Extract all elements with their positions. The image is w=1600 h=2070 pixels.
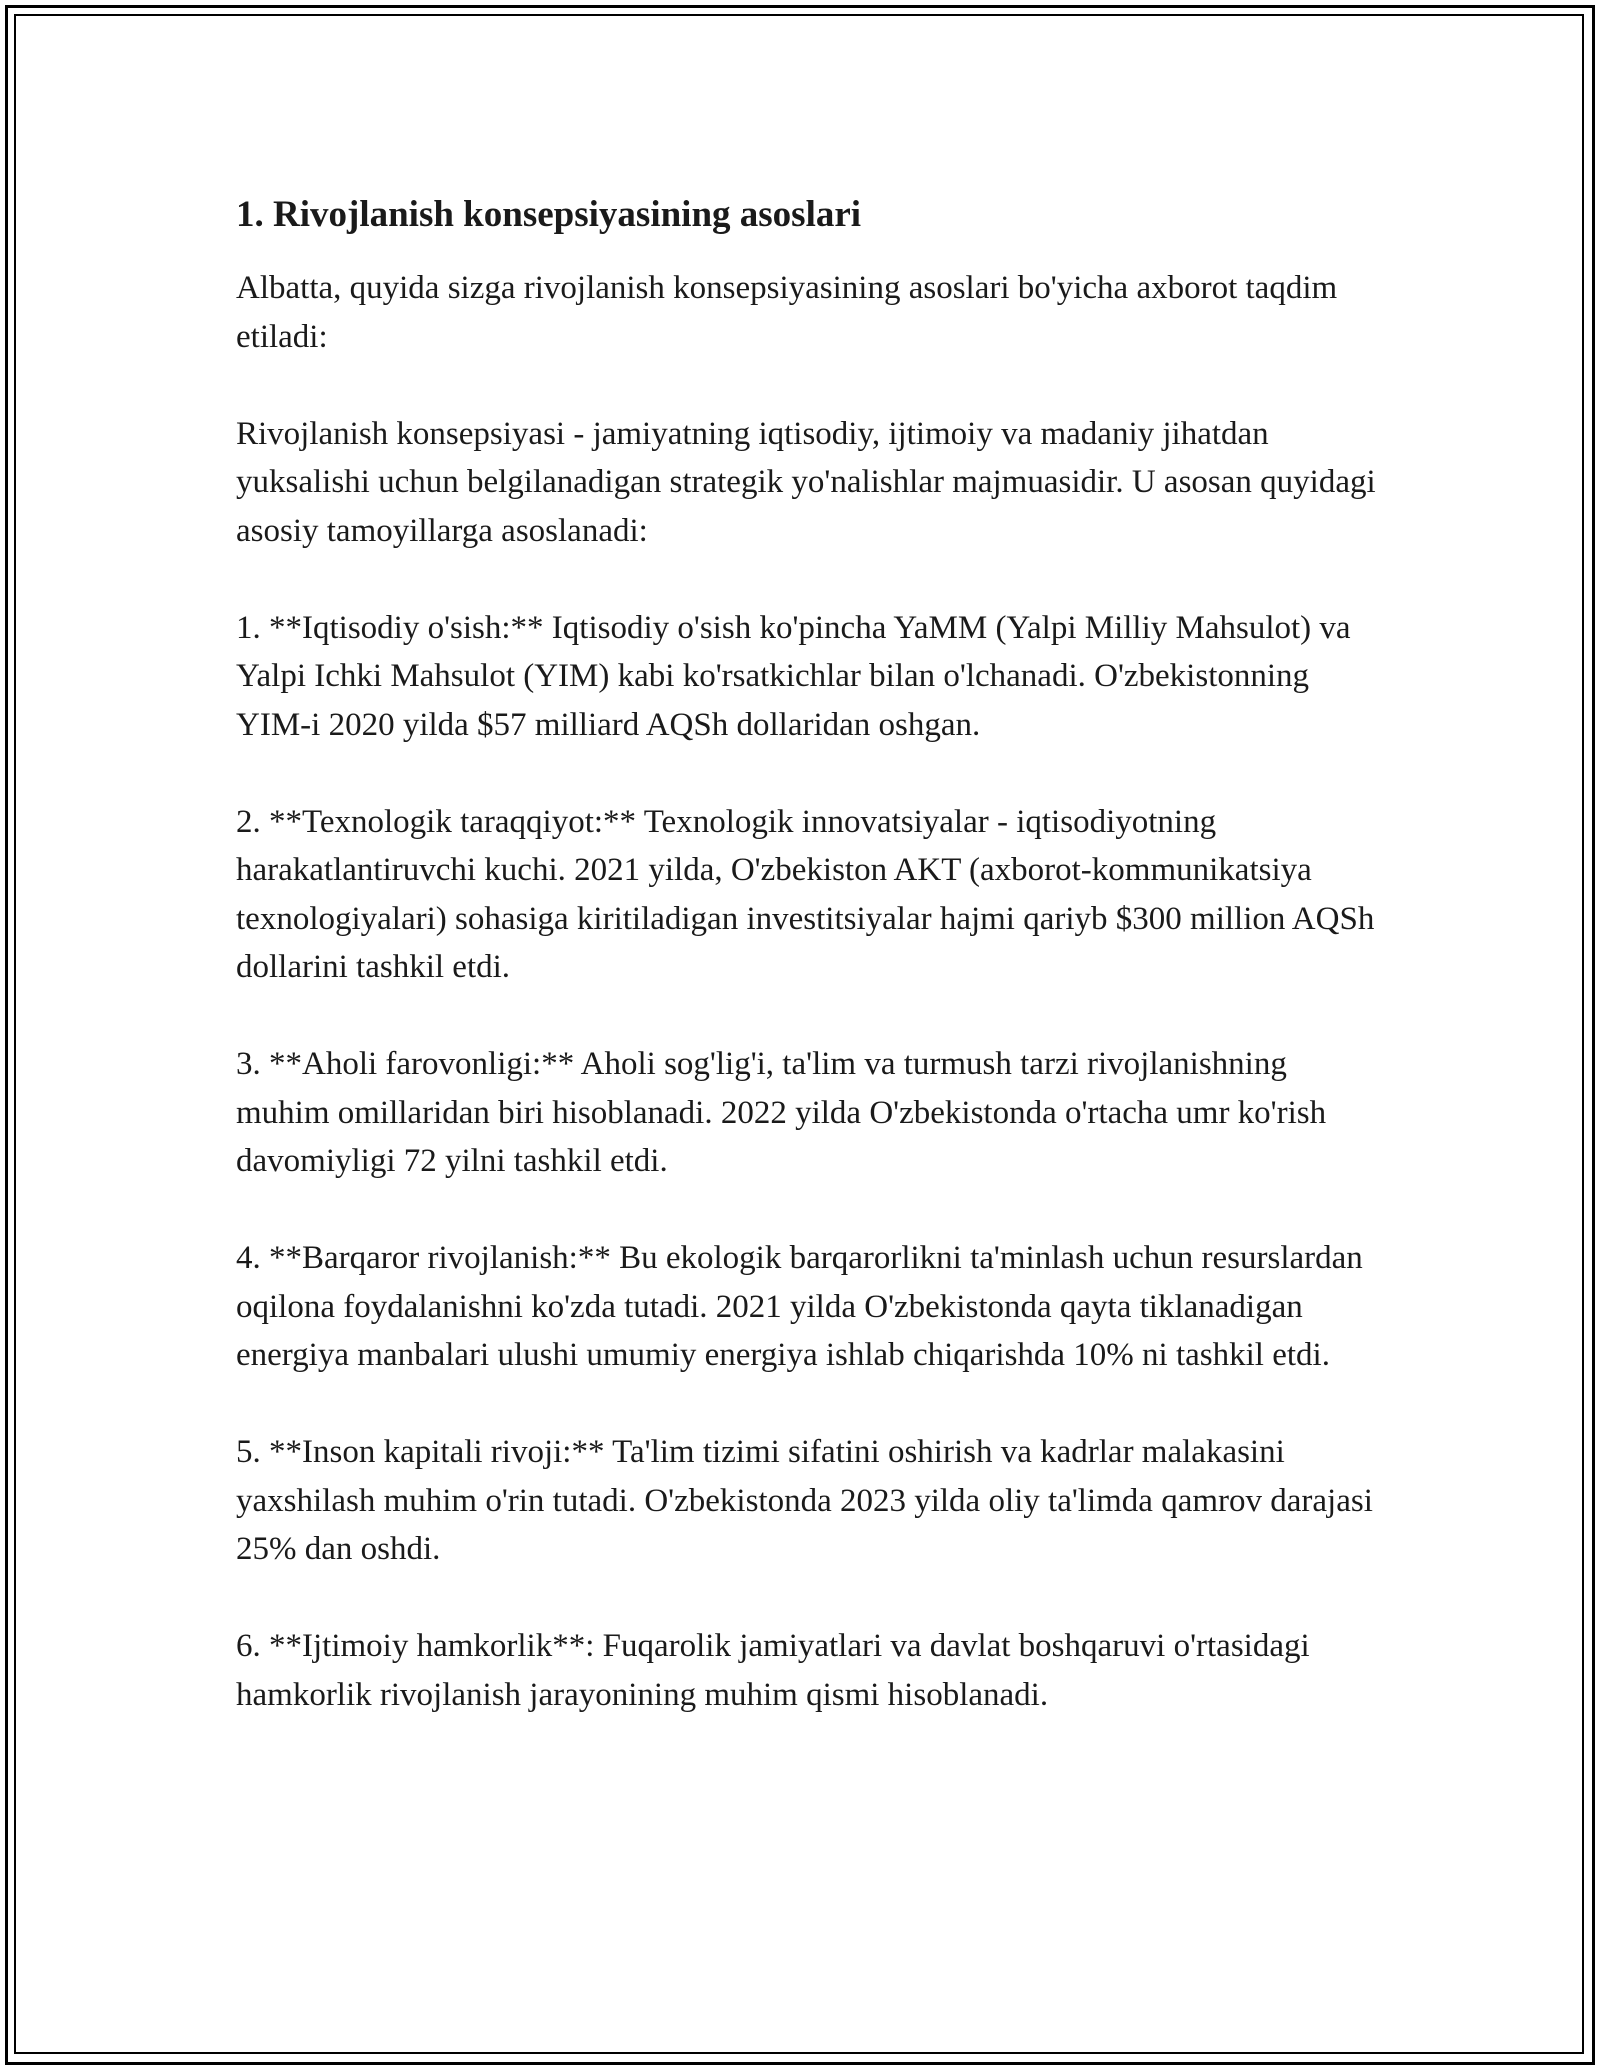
- list-item-technological-progress: 2. **Texnologik taraqqiyot:** Texnologik innovatsiyalar - iqtisodiyotning harakatlantiruvchi kuchi. 2021 yilda, O'zbekiston AKT (axborot-kommunikatsiya texnologiyalari) sohasiga kiritiladigan investitsiyalar hajmi qariyb $300 million AQSh dollarini tashkil etdi.: [236, 803, 1375, 985]
- list-item-sustainable-development: 4. **Barqaror rivojlanish:** Bu ekologik barqarorlikni ta'minlash uchun resurslardan oqilona foydalanishni ko'zda tutadi. 2021 yilda O'zbekistonda qayta tiklanadigan energiya manbalari ulushi umumiy energiya ishlab chiqarishda 10% ni tashkil etdi.: [236, 1240, 1363, 1373]
- list-item-population-welfare: 3. **Aholi farovonligi:** Aholi sog'lig'i, ta'lim va turmush tarzi rivojlanishning muhim omillaridan biri hisoblanadi. 2022 yilda O'zbekistonda o'rtacha umr ko'rish davomiyligi 72 yilni tashkil etdi.: [236, 1046, 1327, 1179]
- document-title: 1. Rivojlanish konsepsiyasining asoslari: [236, 194, 862, 235]
- list-item-human-capital: 5. **Inson kapitali rivoji:** Ta'lim tizimi sifatini oshirish va kadrlar malakasini yaxshilash muhim o'rin tutadi. O'zbekistonda 2023 yilda oliy ta'limda qamrov darajasi 25% dan oshdi.: [236, 1434, 1373, 1567]
- intro-paragraph: Albatta, quyida sizga rivojlanish konsepsiyasining asoslari bo'yicha axborot taqdim etiladi:: [236, 270, 1338, 355]
- list-item-social-partnership: 6. **Ijtimoiy hamkorlik**: Fuqarolik jamiyatlari va davlat boshqaruvi o'rtasidagi hamkorlik rivojlanish jarayonining muhim qismi hisoblanadi.: [236, 1628, 1310, 1713]
- list-item-economic-growth: 1. **Iqtisodiy o'sish:** Iqtisodiy o'sish ko'pincha YaMM (Yalpi Milliy Mahsulot) va Yalpi Ichki Mahsulot (YIM) kabi ko'rsatkichlar bilan o'lchanadi. O'zbekistonning YIM-i 2020 yilda $57 milliard AQSh dollaridan oshgan.: [236, 609, 1351, 743]
- definition-paragraph: Rivojlanish konsepsiyasi - jamiyatning iqtisodiy, ijtimoiy va madaniy jihatdan yuksalishi uchun belgilanadigan strategik yo'nalishlar majmuasidir. U asosan quyidagi asosiy tamoyillarga asoslanadi:: [236, 415, 1376, 549]
- document-body: [236, 186, 1376, 1768]
